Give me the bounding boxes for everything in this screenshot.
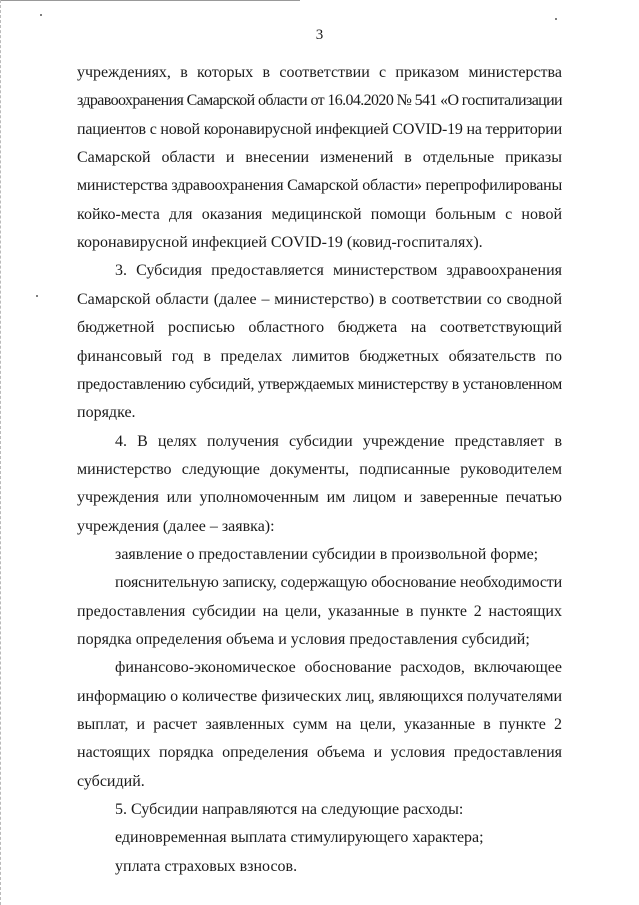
text-line: уплата страховых взносов. [115,857,298,875]
text-line: порядка определения объема и условия предоставления субсидий; [77,631,530,648]
scan-speck [40,14,42,16]
text-line: единовременная выплата стимулирующего характера; [115,829,484,847]
text-line: коронавирусной инфекцией COVID-19 (ковид-госпиталях). [77,234,483,252]
text-line: предоставлению субсидий, утверждаемых министерству в установленном [77,375,562,393]
text-line: выплат, и расчет заявленных сумм на цели, указанные в пункте 2 [77,716,562,734]
text-line: информацию о количестве физических лиц, являющихся получателями [77,687,562,705]
text-line: учреждения (далее – заявка): [77,517,275,535]
text-line: заявление о предоставлении субсидии в произвольной форме; [115,545,539,563]
text-line: Самарской области и внесении изменений в отдельные приказы [77,149,562,167]
scan-top-border [0,0,300,1]
text-line: настоящих порядка определения объема и условия предоставления [77,744,562,762]
text-line: порядке. [77,404,136,422]
text-line: пациентов с новой коронавирусной инфекцией COVID-19 на территории [77,120,563,138]
text-line: министерства здравоохранения Самарской области» перепрофилированы [77,177,562,195]
text-line: учреждениях, в которых в соответствии с приказом министерства [77,64,562,81]
text-line: министерство следующие документы, подписанные руководителем [77,460,562,478]
text-line: койко-места для оказания медицинской помощи больным с новой [77,205,562,223]
text-line: учреждения или уполномоченным им лицом и заверенные печатью [77,489,562,507]
text-line: финансовый год в пределах лимитов бюджетных обязательств по [77,347,562,365]
text-line: Самарской области (далее – министерство) в соответствии со сводной [77,290,562,308]
text-line: финансово-экономическое обоснование расходов, включающее [115,659,562,677]
scan-speck [555,18,557,20]
text-line: пояснительную записку, содержащую обоснование необходимости [115,574,563,592]
text-line: предоставления субсидии на цели, указанные в пункте 2 настоящих [77,602,562,620]
page-number: 3 [315,27,324,43]
scan-left-edge [0,0,3,905]
text-line: 4. В целях получения субсидии учреждение представляет в [115,432,562,450]
text-line: 3. Субсидия предоставляется министерством здравоохранения [115,262,562,280]
text-line: здравоохранения Самарской области от 16.04.2020 № 541 «О госпитализации [77,92,563,110]
text-line: 5. Субсидии направляются на следующие расходы: [115,801,464,819]
text-line: субсидий. [77,772,145,790]
text-line: бюджетной росписью областного бюджета на соответствующий [77,319,562,337]
scan-speck [36,295,38,297]
